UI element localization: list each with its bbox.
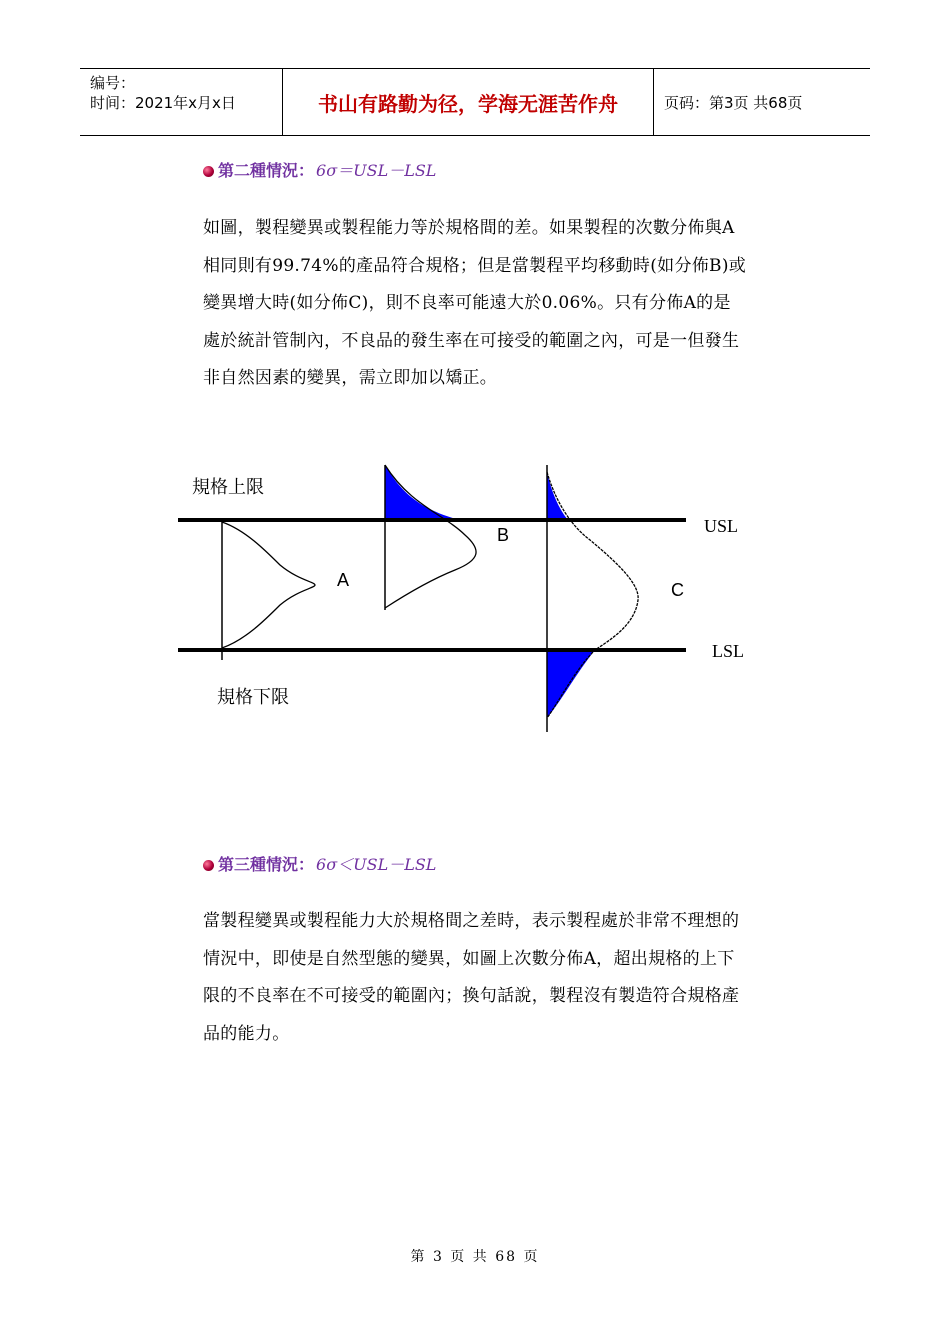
lsl-label: LSL <box>712 641 745 661</box>
section-heading-case-3 <box>203 854 436 876</box>
paragraph-case-2: 如圖，製程變異或製程能力等於規格間的差。如果製程的次數分佈與A相同則有99.74%的產品符合規格；但是當製程平均移動時(如分佈B)或變異增大時(如分佈C)，則不良率可能遠大於0.06%。只有分佈A的是處於統計管制內，不良品的發生率在可接受的範圍之內，可是一但發生非自然因素的變異，需立即加以矯正。 <box>203 218 747 389</box>
bullet-icon <box>203 166 214 177</box>
distribution-c-label: C <box>671 580 684 600</box>
spec-limits-diagram <box>170 460 770 740</box>
bullet-icon <box>203 860 214 871</box>
page-header <box>80 68 870 136</box>
header-motto: 书山有路勤为径，学海无涯苦作舟 <box>282 69 654 135</box>
section-formula: 6σ＜USL－LSL <box>316 855 437 874</box>
distribution-b-label: B <box>497 525 510 545</box>
distribution-b-upper-tail <box>385 465 460 520</box>
upper-spec-label: 規格上限 <box>192 477 264 498</box>
distribution-a-label: A <box>337 570 350 590</box>
paragraph-case-3: 當製程變異或製程能力大於規格間之差時，表示製程處於非常不理想的情況中，即使是自然型態的變異，如圖上次數分佈A，超出規格的上下限的不良率在不可接受的範圍內；換句話說，製程沒有製造符合規格產品的能力。 <box>203 911 740 1044</box>
section-heading-case-2 <box>203 160 436 182</box>
page-footer: 第 3 页 共 68 页 <box>410 1249 540 1265</box>
lower-spec-label: 規格下限 <box>217 687 289 708</box>
header-meta <box>80 69 282 135</box>
section-formula: 6σ＝USL－LSL <box>316 161 437 180</box>
document-number-label: 编号： <box>90 74 136 92</box>
section-label: 第三種情況： <box>218 855 315 874</box>
distribution-c-lower-tail <box>547 650 595 718</box>
distribution-a-curve <box>222 522 315 648</box>
section-label: 第二種情況： <box>218 161 315 180</box>
header-page-info: 页码：第3页 共68页 <box>664 93 803 112</box>
document-date: 时间：2021年x月x日 <box>90 94 236 112</box>
usl-label: USL <box>704 516 739 536</box>
